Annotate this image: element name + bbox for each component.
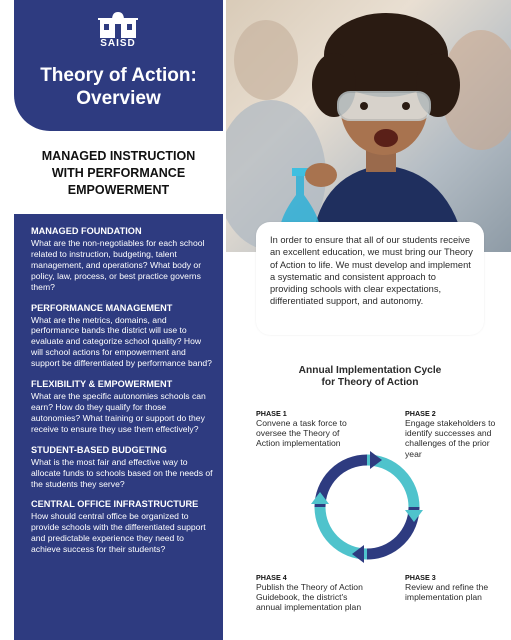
student-photo — [226, 0, 511, 252]
section-body: How should central office be organized to provide schools with the differentiated support and predictable experience they need to achieve success for their students? — [31, 511, 206, 555]
phase-label: PHASE 1 — [256, 409, 287, 418]
saisd-logo — [92, 10, 144, 56]
section-performance-management — [31, 303, 215, 370]
phase-text: Engage stakeholders to identify successes and challenges of the prior year — [405, 418, 496, 459]
phase-text: Review and refine the implementation plan — [405, 582, 489, 603]
section-heading: FLEXIBILITY & EMPOWERMENT — [31, 379, 173, 390]
section-body: What are the non-negotiables for each school related to instruction, budgeting, talent management, and operations? What body or policy, law, process, or best practice governs them? — [31, 238, 205, 292]
section-central-office-infrastructure — [31, 499, 215, 555]
arrow-top-left — [320, 460, 367, 507]
cycle-title — [256, 365, 484, 389]
phase-4 — [256, 573, 364, 613]
section-body: What are the specific autonomies schools can earn? How do they qualify for those autonomies? What training or support do they receive to ensure they use them effectively? — [31, 391, 206, 434]
phase-label: PHASE 4 — [256, 573, 287, 582]
quote-box — [256, 222, 484, 335]
left-column — [14, 0, 223, 640]
photo-illustration — [226, 0, 511, 252]
page-title — [14, 64, 223, 110]
cycle-title-line-2: for Theory of Action — [321, 377, 419, 388]
section-body: What is the most fair and effective way to allocate funds to schools based on the needs of the students they serve? — [31, 456, 213, 489]
phase-text: Convene a task force to oversee the Theory of Action implementation — [256, 418, 347, 449]
subtitle — [14, 148, 223, 199]
arrow-top-right — [367, 460, 414, 507]
section-managed-foundation — [31, 226, 215, 293]
quote-text: In order to ensure that all of our students receive an excellent education, we must bring our Theory of Action to life. We must develop and implement a systematic and consistent approach to providing schools with clear expectations, differentiated support, and autonomy. — [270, 235, 473, 307]
section-heading: MANAGED FOUNDATION — [31, 226, 142, 236]
subtitle-line-2: WITH PERFORMANCE — [51, 166, 186, 180]
phase-1 — [256, 409, 364, 449]
phase-3 — [405, 573, 505, 602]
arrow-bottom-right — [367, 507, 414, 554]
header-banner — [14, 0, 223, 131]
title-line-2: Overview — [76, 88, 161, 109]
section-flexibility-empowerment — [31, 379, 215, 435]
phase-label: PHASE 2 — [405, 409, 436, 418]
section-heading: STUDENT-BASED BUDGETING — [31, 444, 167, 455]
subtitle-line-3: EMPOWERMENT — [67, 183, 170, 197]
questions-panel — [14, 214, 223, 640]
section-student-based-budgeting — [31, 445, 215, 490]
section-body: What are the metrics, domains, and performance bands the district will use to evaluate and categorize school quality? How will school actions for empowerment and support be differentiated by performance band? — [31, 314, 212, 369]
arrow-bottom-left — [320, 507, 367, 554]
section-heading: CENTRAL OFFICE INFRASTRUCTURE — [31, 499, 199, 510]
cycle-title-line-1: Annual Implementation Cycle — [298, 365, 442, 376]
logo-text: SAISD — [100, 38, 136, 49]
phase-label: PHASE 3 — [405, 573, 436, 582]
title-line-1: Theory of Action: — [40, 65, 197, 86]
phase-text: Publish the Theory of Action Guidebook, the district's annual implementation plan — [256, 582, 363, 613]
school-building-icon — [98, 10, 138, 40]
subtitle-line-1: MANAGED INSTRUCTION — [41, 149, 196, 163]
section-heading: PERFORMANCE MANAGEMENT — [31, 302, 173, 313]
cycle-arrows-diagram — [310, 450, 424, 564]
